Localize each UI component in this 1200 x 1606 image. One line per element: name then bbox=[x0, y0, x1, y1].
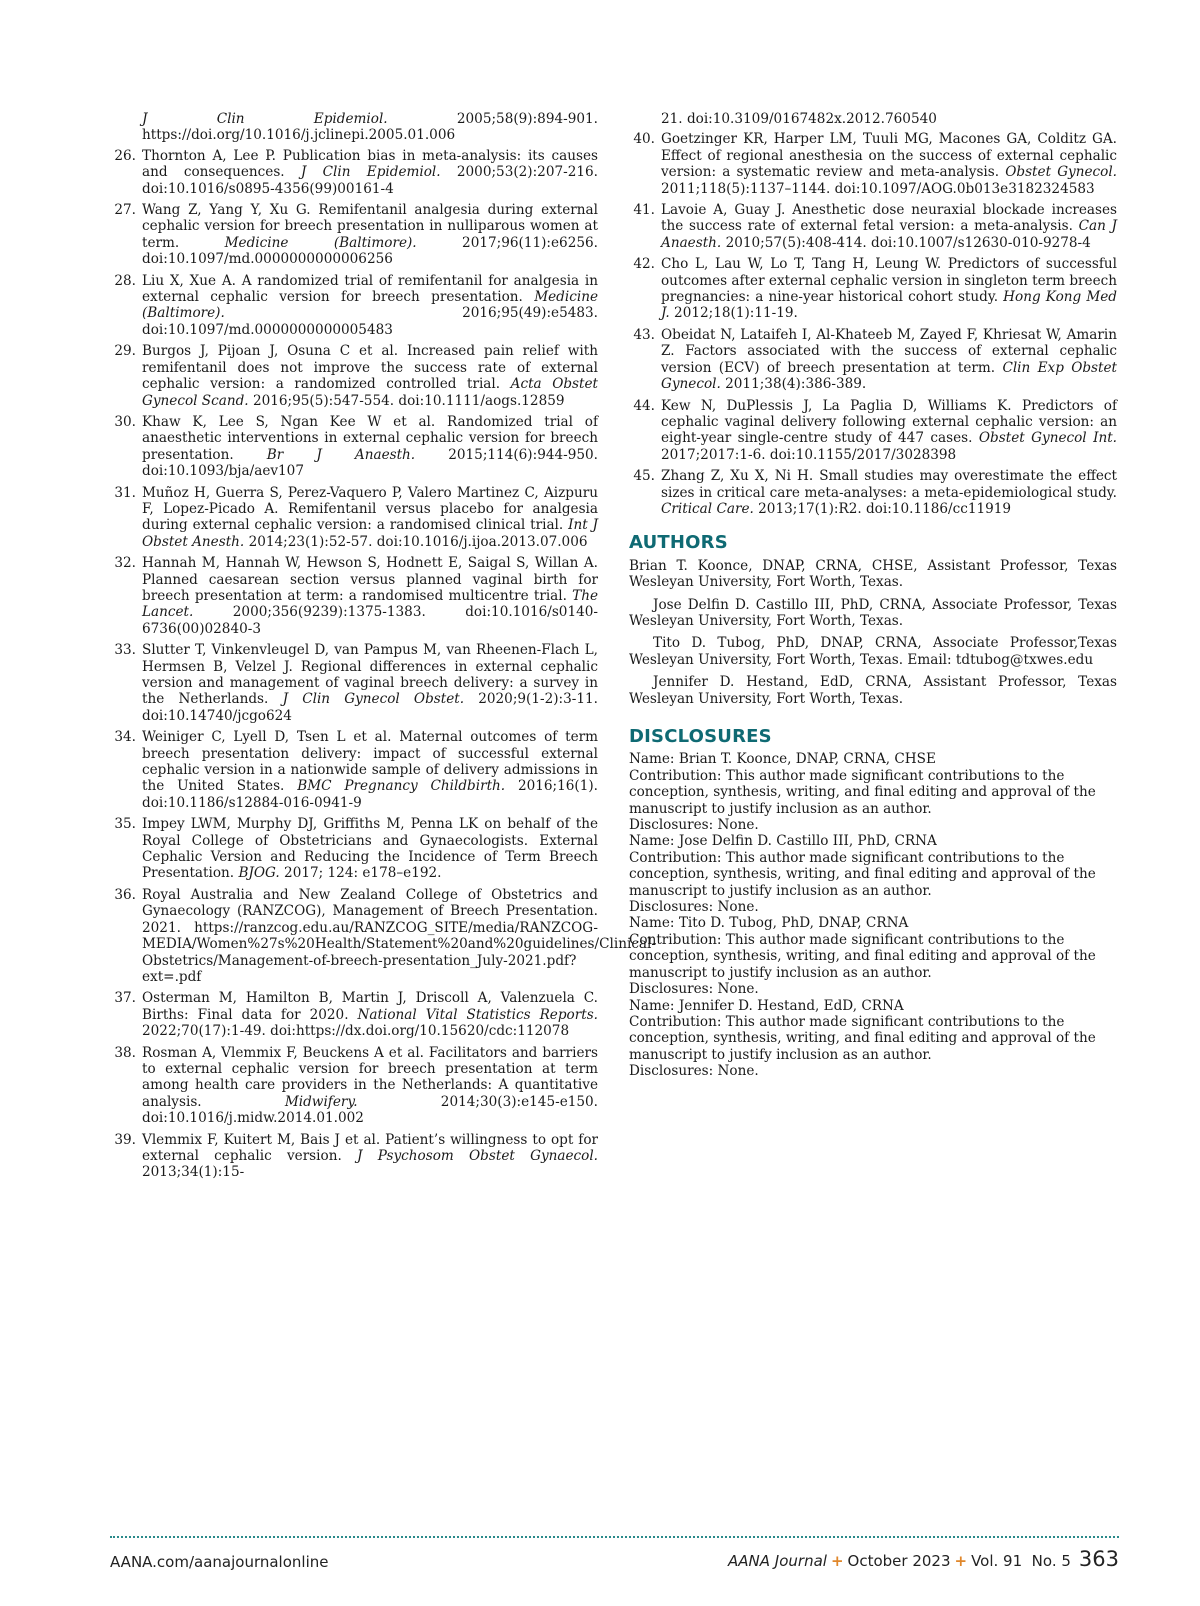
reference-journal: J Psychosom Obstet Gynaecol. bbox=[357, 1147, 598, 1164]
reference-number: 44. bbox=[633, 397, 655, 414]
reference-text: 2020;9(1-2):3-11. doi:10.14740/jcgo624 bbox=[142, 691, 598, 724]
reference-journal: Clin Exp Obstet Gynecol. bbox=[661, 359, 1118, 393]
reference-item bbox=[110, 148, 598, 197]
reference-text: Goetzinger KR, Harper LM, Tuuli MG, Macones GA, Colditz GA. Effect of regional anesthesia on the success of external cephalic version: a systematic review and meta-analysis. bbox=[661, 131, 1117, 181]
reference-item bbox=[110, 886, 656, 985]
authors-list bbox=[629, 558, 1117, 707]
disclosure-line: Disclosures: None. bbox=[629, 899, 759, 916]
disclosure-line: Contribution: This author made significant contributions to the conception, synthesis, writing, and final editing and approval of the manuscript to justify inclusion as an author. bbox=[629, 1013, 1096, 1063]
footer-journal-name: AANA Journal bbox=[728, 1552, 827, 1570]
reference-journal: Hong Kong Med J. bbox=[661, 289, 1117, 322]
reference-journal: Br J Anaesth. bbox=[266, 446, 416, 463]
reference-number: 29. bbox=[114, 343, 136, 360]
reference-number: 39. bbox=[114, 1131, 136, 1148]
reference-journal: J Clin Epidemiol. bbox=[142, 111, 388, 127]
reference-item bbox=[629, 327, 1117, 393]
reference-text: 2013;34(1):15- bbox=[142, 1164, 245, 1181]
page-number: 363 bbox=[1078, 1547, 1119, 1571]
authors-heading: AUTHORS bbox=[629, 532, 728, 554]
reference-number: 33. bbox=[114, 642, 136, 659]
reference-item bbox=[110, 729, 598, 811]
reference-text: Vlemmix F, Kuitert M, Bais J et al. Patient’s willingness to opt for external cephalic version. bbox=[142, 1131, 598, 1164]
reference-journal: J Clin Gynecol Obstet. bbox=[282, 691, 465, 708]
reference-item bbox=[110, 414, 598, 480]
reference-item bbox=[110, 343, 598, 409]
reference-number: 36. bbox=[114, 886, 136, 903]
reference-text: Slutter T, Vinkenvleugel D, van Pampus M, van Rheenen-Flach L, Hermsen B, Velzel J. Regional differences in external cephalic version and management of vaginal breech delivery: a survey in the Netherlands. bbox=[142, 642, 598, 708]
reference-text: Khaw K, Lee S, Ngan Kee W et al. Randomized trial of anaesthetic interventions in external cephalic version for breech presentation. bbox=[142, 413, 598, 463]
disclosure-line: Contribution: This author made significant contributions to the conception, synthesis, writing, and final editing and approval of the manuscript to justify inclusion as an author. bbox=[629, 849, 1096, 899]
reference-item bbox=[110, 1045, 598, 1127]
reference-text: 2011;118(5):1137–1144. doi:10.1097/AOG.0b013e3182324583 bbox=[661, 180, 1095, 197]
reference-item bbox=[110, 816, 598, 882]
reference-number: 30. bbox=[114, 413, 136, 430]
plus-separator-icon: + bbox=[954, 1552, 968, 1570]
reference-text: Obeidat N, Lataifeh I, Al-Khateeb M, Zayed F, Khriesat W, Amarin Z. Factors associated with the success of external cephalic version (ECV) of breech presentation at term. bbox=[661, 326, 1117, 376]
reference-text: Thornton A, Lee P. Publication bias in meta-analysis: its causes and consequences. bbox=[142, 147, 598, 181]
reference-item bbox=[629, 256, 1117, 322]
reference-number: 34. bbox=[114, 729, 136, 746]
reference-number: 31. bbox=[114, 484, 136, 501]
reference-journal: Int J Obstet Anesth. bbox=[142, 517, 598, 550]
right-column bbox=[629, 111, 1117, 1080]
footer-site-link[interactable]: AANA.com/aanajournalonline bbox=[110, 1553, 329, 1571]
reference-journal: Can J Anaesth. bbox=[661, 218, 1117, 251]
reference-item bbox=[110, 202, 598, 268]
reference-number: 27. bbox=[114, 202, 136, 219]
disclosure-line: Name: Brian T. Koonce, DNAP, CRNA, CHSE bbox=[629, 751, 936, 768]
reference-number: 40. bbox=[633, 131, 655, 148]
reference-item bbox=[110, 990, 598, 1039]
references-right-list bbox=[629, 111, 1117, 517]
reference-text: 2013;17(1):R2. doi:10.1186/cc11919 bbox=[753, 500, 1012, 517]
disclosure-line: Disclosures: None. bbox=[629, 981, 759, 998]
reference-number: 43. bbox=[633, 326, 655, 343]
reference-number: 26. bbox=[114, 147, 136, 164]
reference-journal: Midwifery. bbox=[284, 1093, 358, 1110]
reference-text: 2011;38(4):386-389. bbox=[720, 376, 867, 393]
reference-text: 2016;16(1). doi:10.1186/s12884-016-0941-9 bbox=[142, 778, 598, 811]
disclosure-line: Name: Jose Delfin D. Castillo III, PhD, CRNA bbox=[629, 833, 937, 850]
reference-item bbox=[629, 202, 1117, 251]
disclosure-line: Name: Jennifer D. Hestand, EdD, CRNA bbox=[629, 997, 904, 1014]
reference-text: 21. doi:10.3109/0167482x.2012.760540 bbox=[661, 111, 937, 127]
disclosure-line: Disclosures: None. bbox=[629, 817, 759, 834]
reference-text: 2005;58(9):894-901. https://doi.org/10.1016/j.jclinepi.2005.01.006 bbox=[142, 111, 598, 144]
reference-journal: Medicine (Baltimore). bbox=[142, 289, 598, 322]
reference-item bbox=[629, 131, 1117, 197]
reference-item bbox=[110, 555, 598, 637]
footer-issue-info bbox=[728, 1547, 1119, 1571]
reference-text: Burgos J, Pijoan J, Osuna C et al. Increased pain relief with remifentanil does not improve the success rate of external cephalic version: a randomized controlled trial. bbox=[142, 343, 598, 393]
reference-text: 2000;356(9239):1375-1383. doi:10.1016/s0140-6736(00)02840-3 bbox=[142, 604, 598, 637]
reference-journal: Obstet Gynecol. bbox=[1005, 164, 1117, 181]
reference-item bbox=[629, 398, 1117, 464]
disclosures-heading: DISCLOSURES bbox=[629, 726, 772, 747]
reference-item bbox=[110, 111, 598, 144]
reference-journal: J Clin Epidemiol. bbox=[300, 164, 441, 181]
reference-number: 38. bbox=[114, 1044, 136, 1061]
reference-text: Lavoie A, Guay J. Anesthetic dose neuraxial blockade increases the success rate of external fetal version: a meta-analysis. bbox=[661, 202, 1117, 235]
disclosures-list bbox=[629, 751, 1117, 1079]
reference-text: Weiniger C, Lyell D, Tsen L et al. Maternal outcomes of term breech presentation delivery: impact of successful external cephalic version in a nationwide sample of delivery admissions in the United States. bbox=[142, 729, 598, 795]
reference-item bbox=[629, 468, 1117, 517]
reference-number: 42. bbox=[633, 256, 655, 273]
reference-text: Cho L, Lau W, Lo T, Tang H, Leung W. Predictors of successful outcomes after external cephalic version in singleton term breech pregnancies: a nine-year historical cohort study. bbox=[661, 256, 1117, 306]
reference-number: 37. bbox=[114, 990, 136, 1007]
reference-item bbox=[110, 642, 598, 724]
reference-text: Hannah M, Hannah W, Hewson S, Hodnett E, Saigal S, Willan A. Planned caesarean section versus planned vaginal birth for breech presentation at term: a randomised multicentre trial. bbox=[142, 555, 598, 604]
author-entry: Tito D. Tubog, PhD, DNAP, CRNA, Associate Professor,Texas Wesleyan University, Fort Worth, Texas. Email: tdtubog@txwes.edu bbox=[629, 635, 1117, 668]
reference-text: Rosman A, Vlemmix F, Beuckens A et al. Facilitators and barriers to external cephalic version for breech presentation at term among health care providers in the Netherlands: A quantitative analysis. bbox=[142, 1044, 598, 1110]
disclosure-line: Contribution: This author made significant contributions to the conception, synthesis, writing, and final editing and approval of the manuscript to justify inclusion as an author. bbox=[629, 767, 1096, 817]
disclosure-line: Name: Tito D. Tubog, PhD, DNAP, CRNA bbox=[629, 915, 909, 932]
reference-item bbox=[110, 273, 598, 339]
reference-text: 2014;23(1):52-57. doi:10.1016/j.ijoa.2013.07.006 bbox=[244, 533, 588, 550]
reference-journal: Obstet Gynecol Int. bbox=[978, 430, 1117, 447]
reference-journal: Acta Obstet Gynecol Scand. bbox=[142, 376, 598, 409]
reference-text: 2012;18(1):11-19. bbox=[669, 305, 798, 322]
reference-number: 28. bbox=[114, 272, 136, 289]
reference-text: 2017;2017:1-6. doi:10.1155/2017/3028398 bbox=[661, 446, 957, 463]
reference-text: Zhang Z, Xu X, Ni H. Small studies may overestimate the effect sizes in critical care meta-analyses: a meta-epidemiological study. bbox=[661, 468, 1117, 501]
reference-journal: BMC Pregnancy Childbirth. bbox=[297, 778, 506, 795]
reference-text: Osterman M, Hamilton B, Martin J, Driscoll A, Valenzuela C. Births: Final data for 2020. bbox=[142, 990, 598, 1023]
reference-number: 41. bbox=[633, 202, 655, 219]
disclosure-line: Disclosures: None. bbox=[629, 1063, 759, 1080]
reference-item bbox=[629, 111, 1117, 127]
author-entry: Jose Delfin D. Castillo III, PhD, CRNA, Associate Professor, Texas Wesleyan University, Fort Worth, Texas. bbox=[629, 596, 1117, 629]
reference-journal: Medicine (Baltimore). bbox=[224, 234, 417, 251]
plus-separator-icon: + bbox=[830, 1552, 844, 1570]
reference-text: Royal Australia and New Zealand College of Obstetrics and Gynaecology (RANZCOG), Management of Breech Presentation. 2021. https://ranzcog.edu.au/RANZCOG_SITE/media/RANZCOG-MEDIA/Women%27s%20Health/Statement%20and%20guidelines/Clinical-Obstetrics/Management-of-breech-presentation_July-2021.pdf?ext=.pdf bbox=[142, 886, 656, 985]
reference-text: 2017;96(11):e6256. doi:10.1097/md.0000000000006256 bbox=[142, 234, 598, 268]
author-entry: Brian T. Koonce, DNAP, CRNA, CHSE, Assistant Professor, Texas Wesleyan University, Fort Worth, Texas. bbox=[629, 557, 1117, 591]
reference-text: 2016;95(49):e5483. doi:10.1097/md.0000000000005483 bbox=[142, 305, 598, 338]
references-left-column bbox=[110, 111, 656, 1186]
reference-item bbox=[110, 485, 598, 551]
reference-number: 32. bbox=[114, 555, 136, 572]
page-footer bbox=[110, 1547, 1119, 1575]
reference-text: Muñoz H, Guerra S, Perez-Vaquero P, Valero Martinez C, Aizpuru F, Lopez-Picado A. Remifentanil versus placebo for analgesia during external cephalic version: a randomised clinical trial. bbox=[142, 484, 598, 534]
reference-journal: BJOG. bbox=[238, 865, 280, 882]
footer-issue-date: October 2023 bbox=[847, 1552, 951, 1570]
reference-text: Liu X, Xue A. A randomized trial of remifentanil for analgesia in external cephalic version for breech presentation. bbox=[142, 272, 598, 306]
footer-volume: Vol. 91 No. 5 bbox=[971, 1552, 1071, 1570]
reference-number: 45. bbox=[633, 468, 655, 485]
reference-journal: National Vital Statistics Reports. bbox=[357, 1006, 598, 1023]
reference-item bbox=[110, 1132, 598, 1181]
author-entry: Jennifer D. Hestand, EdD, CRNA, Assistant Professor, Texas Wesleyan University, Fort Worth, Texas. bbox=[629, 674, 1117, 707]
reference-text: 2014;30(3):e145-e150. doi:10.1016/j.midw.2014.01.002 bbox=[142, 1093, 599, 1127]
disclosure-line: Contribution: This author made significant contributions to the conception, synthesis, writing, and final editing and approval of the manuscript to justify inclusion as an author. bbox=[629, 931, 1096, 981]
reference-journal: Critical Care. bbox=[661, 500, 754, 517]
reference-text: 2017; 124: e178–e192. bbox=[279, 865, 442, 882]
reference-text: Kew N, DuPlessis J, La Paglia D, Williams K. Predictors of cephalic vaginal delivery following external cephalic version: an eight-year single-centre study of 447 cases. bbox=[661, 397, 1117, 447]
footer-dotted-rule bbox=[110, 1536, 1119, 1538]
reference-journal: The Lancet. bbox=[142, 587, 598, 621]
reference-number: 35. bbox=[114, 816, 136, 833]
reference-text: Impey LWM, Murphy DJ, Griffiths M, Penna LK on behalf of the Royal College of Obstetricians and Gynaecologists. External Cephalic Version and Reducing the Incidence of Term Breech Presentation. bbox=[142, 816, 598, 882]
reference-text: 2016;95(5):547-554. doi:10.1111/aogs.12859 bbox=[248, 392, 565, 409]
reference-text: 2000;53(2):207-216. doi:10.1016/s0895-4356(99)00161-4 bbox=[142, 164, 598, 197]
reference-text: 2010;57(5):408-414. doi:10.1007/s12630-010-9278-4 bbox=[721, 234, 1091, 251]
reference-text: 2015;114(6):944-950. doi:10.1093/bja/aev107 bbox=[142, 446, 598, 480]
reference-text: Wang Z, Yang Y, Xu G. Remifentanil analgesia during external cephalic version for breech presentation in nulliparous women at term. bbox=[142, 202, 598, 251]
reference-text: 2022;70(17):1-49. doi:https://dx.doi.org/10.15620/cdc:112078 bbox=[142, 1023, 570, 1040]
